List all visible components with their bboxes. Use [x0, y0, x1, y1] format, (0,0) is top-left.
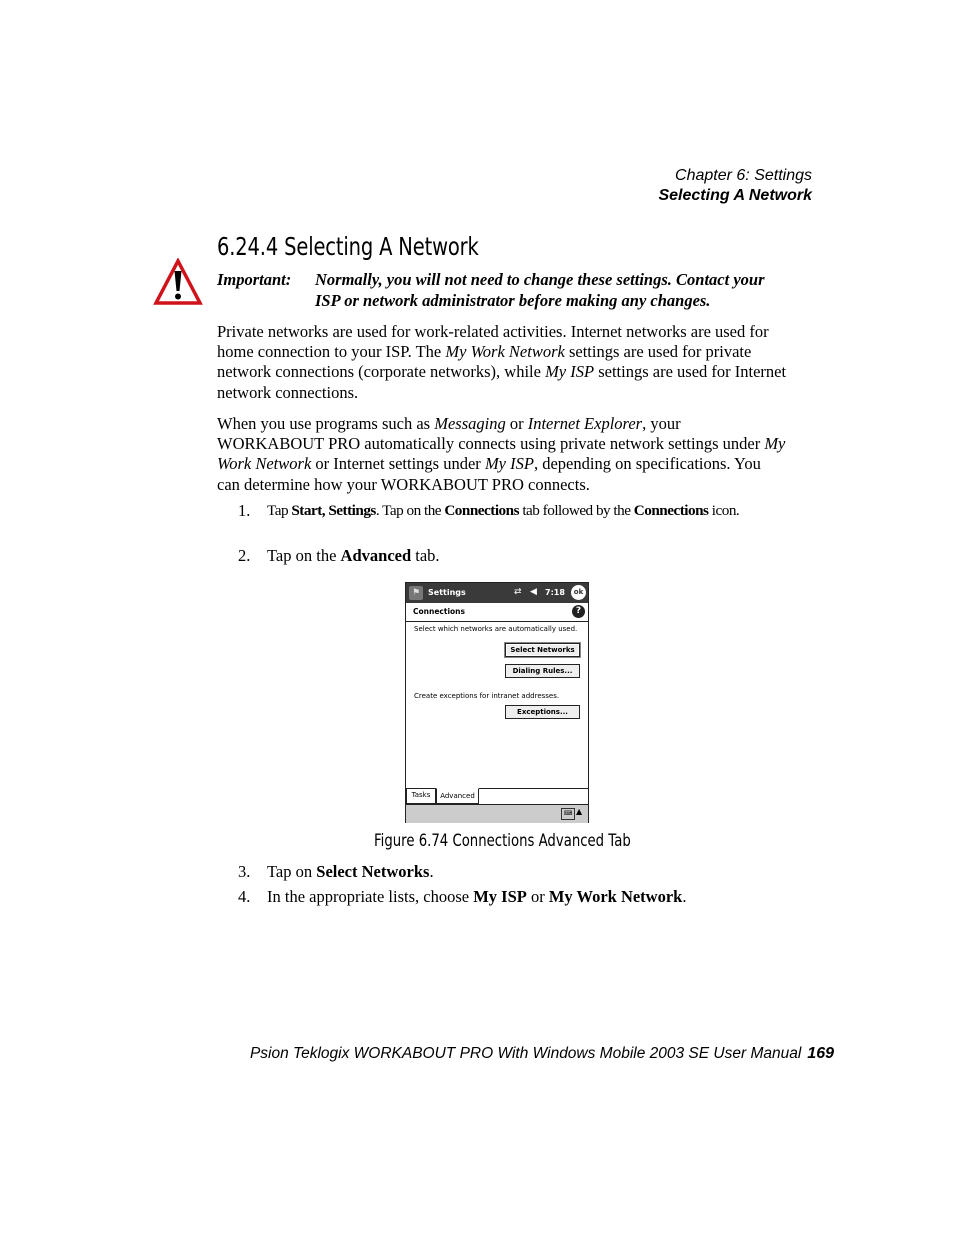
tab-tasks[interactable]: Tasks: [406, 788, 436, 804]
screen-titlebar: [406, 583, 588, 603]
exceptions-description: Create exceptions for intranet addresses.: [414, 692, 560, 700]
footer-text: Psion Teklogix WORKABOUT PRO With Windows Mobile 2003 SE User Manual: [249, 1045, 802, 1062]
screen-title: Settings: [428, 588, 466, 597]
page-number: 169: [807, 1045, 834, 1062]
ok-button[interactable]: ok: [571, 585, 586, 600]
paragraph-networks: Private networks are used for work-related activities. Internet networks are used for home connection to your ISP. The My Work Network settings are used for private network connections (corporate networks), while My ISP settings are used for Internet network connections.: [217, 322, 787, 402]
running-header-chapter: Chapter 6: Settings: [675, 167, 812, 184]
important-label: Important:: [217, 270, 292, 289]
tab-strip: [406, 788, 588, 805]
screen-menubar: [406, 804, 588, 823]
section-heading: 6.24.4 Selecting A Network: [217, 232, 479, 261]
start-icon[interactable]: ⚑: [409, 586, 423, 600]
page-footer: [250, 1045, 834, 1063]
warning-icon: [153, 258, 203, 306]
dialing-rules-button[interactable]: Dialing Rules...: [505, 664, 580, 678]
running-header-section: Selecting A Network: [658, 187, 812, 204]
networks-description: Select which networks are automatically used.: [414, 625, 578, 633]
connections-label: Connections: [413, 607, 465, 616]
screen-subheader: [406, 603, 588, 622]
tab-advanced[interactable]: Advanced: [436, 788, 479, 804]
clock[interactable]: 7:18: [545, 588, 565, 597]
keyboard-icon[interactable]: ⌨: [561, 808, 575, 820]
help-icon[interactable]: ?: [572, 605, 585, 618]
connectivity-icon[interactable]: ⇄: [514, 587, 522, 597]
arrow-up-icon[interactable]: ▲: [576, 807, 583, 816]
connections-screenshot: [405, 582, 589, 823]
paragraph-programs: When you use programs such as Messaging or Internet Explorer, your WORKABOUT PRO automatically connects using private network settings under My Work Network or Internet settings under My ISP, depending on specifications. You can determine how your WORKABOUT PRO connects.: [217, 414, 786, 494]
figure-caption: Figure 6.74 Connections Advanced Tab: [374, 831, 631, 851]
select-networks-button[interactable]: Select Networks: [505, 643, 580, 657]
exceptions-button[interactable]: Exceptions...: [505, 705, 580, 719]
volume-icon[interactable]: ◀: [530, 587, 537, 597]
important-text: Normally, you will not need to change these settings. Contact your ISP or network administrator before making any changes.: [315, 270, 765, 310]
